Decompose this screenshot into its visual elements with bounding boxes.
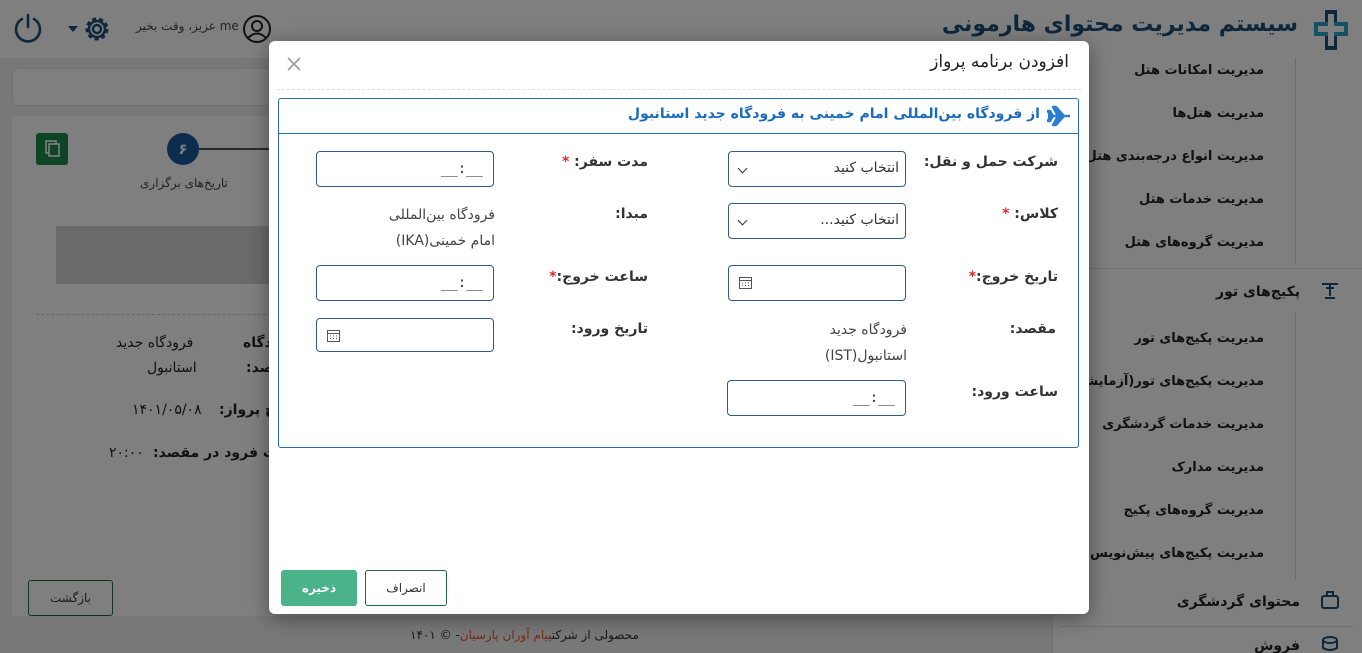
destination-label: مقصد: — [1009, 321, 1056, 337]
arrival-date-label: تاریخ ورود: — [570, 321, 648, 337]
required-mark: * — [549, 269, 557, 285]
chevron-down-icon — [738, 216, 748, 226]
duration-value: __:__ — [440, 161, 483, 177]
chevron-down-icon — [738, 164, 748, 174]
arrival-time-input[interactable] — [727, 380, 906, 416]
class-select[interactable] — [728, 203, 906, 239]
arrival-time-value: __:__ — [852, 390, 895, 406]
departure-time-value: __:__ — [440, 275, 483, 291]
required-mark: * — [1002, 206, 1010, 222]
airplane-icon — [1046, 105, 1072, 127]
close-icon[interactable] — [285, 55, 303, 73]
required-mark: * — [968, 269, 977, 285]
origin-label: مبدا: — [615, 206, 648, 222]
route-header — [279, 99, 1078, 134]
class-label: کلاس: * — [1002, 206, 1058, 222]
carrier-select-value: انتخاب کنید — [833, 160, 899, 176]
route-title: از فرودگاه بین‌المللی امام خمینی به فرودگاه جدید استانبول — [627, 106, 1040, 122]
departure-date-input[interactable] — [728, 265, 906, 301]
departure-date-label: تاریخ خروج:* — [968, 269, 1058, 285]
modal-title: افزودن برنامه پرواز — [930, 52, 1069, 72]
duration-input[interactable] — [316, 151, 494, 187]
carrier-label: شرکت حمل و نقل: — [923, 154, 1058, 170]
calendar-icon[interactable] — [739, 276, 752, 289]
class-select-value: انتخاب کنید... — [820, 212, 899, 228]
departure-time-input[interactable] — [316, 265, 494, 301]
arrival-date-input[interactable] — [316, 318, 494, 352]
destination-value: فرودگاه جدید استانبول(IST) — [824, 322, 907, 364]
add-flight-modal — [269, 41, 1089, 614]
cancel-button[interactable]: انصراف — [365, 570, 447, 606]
duration-label: مدت سفر: * — [561, 154, 648, 170]
required-mark: * — [561, 154, 570, 170]
carrier-select[interactable] — [728, 151, 906, 187]
origin-value: فرودگاه بین‌المللی امام خمینی(IKA) — [388, 207, 495, 249]
modal-divider — [277, 89, 1081, 90]
save-button[interactable]: ذخیره — [281, 570, 357, 606]
flight-route-panel — [278, 98, 1079, 448]
calendar-icon[interactable] — [327, 329, 340, 342]
arrival-time-label: ساعت ورود: — [971, 384, 1058, 400]
departure-time-label: ساعت خروج:* — [549, 269, 648, 285]
